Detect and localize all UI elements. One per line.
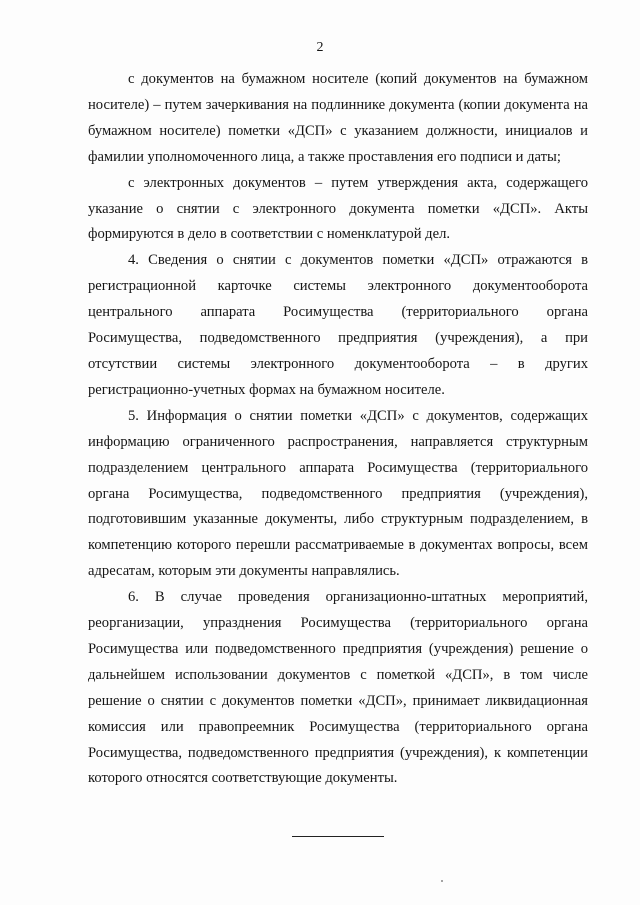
scan-speck [441, 880, 443, 882]
document-body [88, 67, 588, 792]
page-number: 2 [316, 40, 324, 55]
paragraph-item-5: 5. Информация о снятии пометки «ДСП» с документов, содержащих информацию ограниченного распространения, направляется структурным подразделением центрального аппарата Росимущества (территориального органа Росимущества, подведомственного предприятия (учреждения), подготовившим указанные документы, либо структурным подразделением, в компетенцию которого перешли рассматриваемые в документах вопросы, всем адресатам, которым эти документы направлялись. [88, 407, 588, 580]
paragraph-electronic-documents: с электронных документов – путем утверждения акта, содержащего указание о снятии с электронного документа пометки «ДСП». Акты формируются в дело в соответствии с номенклатурой дел. [88, 174, 588, 243]
paragraph-paper-documents: с документов на бумажном носителе (копий документов на бумажном носителе) – путем зачеркивания на подлиннике документа (копии документа на бумажном носителе) пометки «ДСП» с указанием должности, инициалов и фамилии уполномоченного лица, а также проставления его подписи и даты; [88, 71, 588, 165]
paragraph-item-4: 4. Сведения о снятии с документов пометки «ДСП» отражаются в регистрационной карточке системы электронного документооборота центрального аппарата Росимущества (территориального органа Росимущества, подведомственного предприятия (учреждения), а при отсутствии системы электронного документооборота – в других регистрационно-учетных формах на бумажном носителе. [88, 252, 588, 398]
paragraph-item-6: 6. В случае проведения организационно-штатных мероприятий, реорганизации, упразднения Росимущества (территориального органа Росимущества или подведомственного предприятия (учреждения) решение о дальнейшем использовании документов с пометкой «ДСП», в том числе решение о снятии с документов пометки «ДСП», принимает ликвидационная комиссия или правопреемник Росимущества (территориального органа Росимущества, подведомственного предприятия (учреждения), к компетенции которого относятся соответствующие документы. [88, 589, 588, 787]
end-of-document-line [292, 836, 384, 837]
